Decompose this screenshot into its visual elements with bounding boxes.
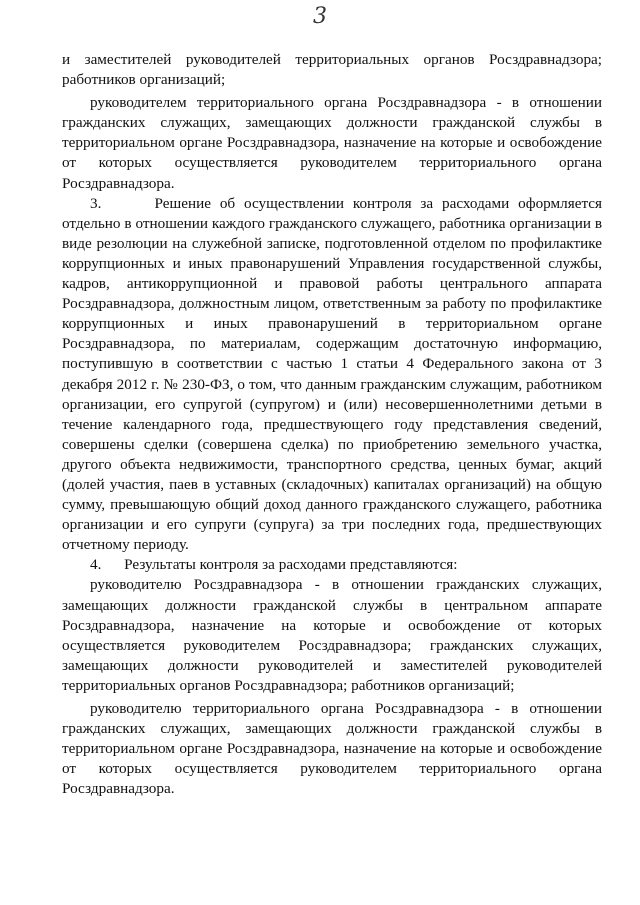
document-body [62,50,602,799]
paragraph-territorial-head: руководителем территориального органа Росздравнадзора - в отношении гражданских служащих, замещающих должности гражданской службы в территориальном органе Росздравнадзора, назначение на которые и освобождение от которых осуществляется руководителем территориального органа Росздравнадзора. [62,94,602,192]
paragraph-item-3: 3. Решение об осуществлении контроля за расходами оформляется отдельно в отношении каждого гражданского служащего, работника организации в виде резолюции на служебной записке, подготовленной отделом по профилактике коррупционных и иных правонарушений Управления государственной службы, кадров, антикоррупционной и правовой работы центрального аппарата Росздравнадзора, должностным лицом, ответственным за работу по профилактике коррупционных и иных правонарушений в территориальном органе Росздравнадзора, по материалам, содержащим достаточную информацию, поступившую в соответствии с частью 1 статьи 4 Федерального закона от 3 декабря 2012 г. № 230-ФЗ, о том, что данным гражданским служащим, работником организации, его супругой (супругом) и (или) несовершеннолетними детьми в течение календарного года, предшествующего году представления сведений, совершены сделки (совершена сделка) по приобретению земельного участка, другого объекта недвижимости, транспортного средства, ценных бумаг, акций (долей участия, паев в уставных (складочных) капиталах организаций) на общую сумму, превышающую общий доход данного гражданского служащего, работника организации и его супруги (супруга) за три последних года, предшествующих отчетному периоду. [62,194,602,554]
paragraph-head-of-territorial-body: руководителю территориального органа Росздравнадзора - в отношении гражданских служащих, замещающих должности гражданской службы в территориальном органе Росздравнадзора, назначение на которые и освобождение от которых осуществляется руководителем территориального органа Росздравнадзора. [62,700,602,798]
page-number: 3 [313,4,327,29]
paragraph-continuation: и заместителей руководителей территориальных органов Росздравнадзора; работников организаций; [62,51,602,89]
paragraph-item-4: 4. Результаты контроля за расходами представляются: [90,556,458,574]
paragraph-head-of-roszdravnadzor: руководителю Росздравнадзора - в отношении гражданских служащих, замещающих должности гражданской службы в центральном аппарате Росздравнадзора, назначение на которые и освобождение от которых осуществляется руководителем Росздравнадзора; гражданских служащих, замещающих должности руководителей и заместителей руководителей территориальных органов Росздравнадзора; работников организаций; [62,576,602,694]
